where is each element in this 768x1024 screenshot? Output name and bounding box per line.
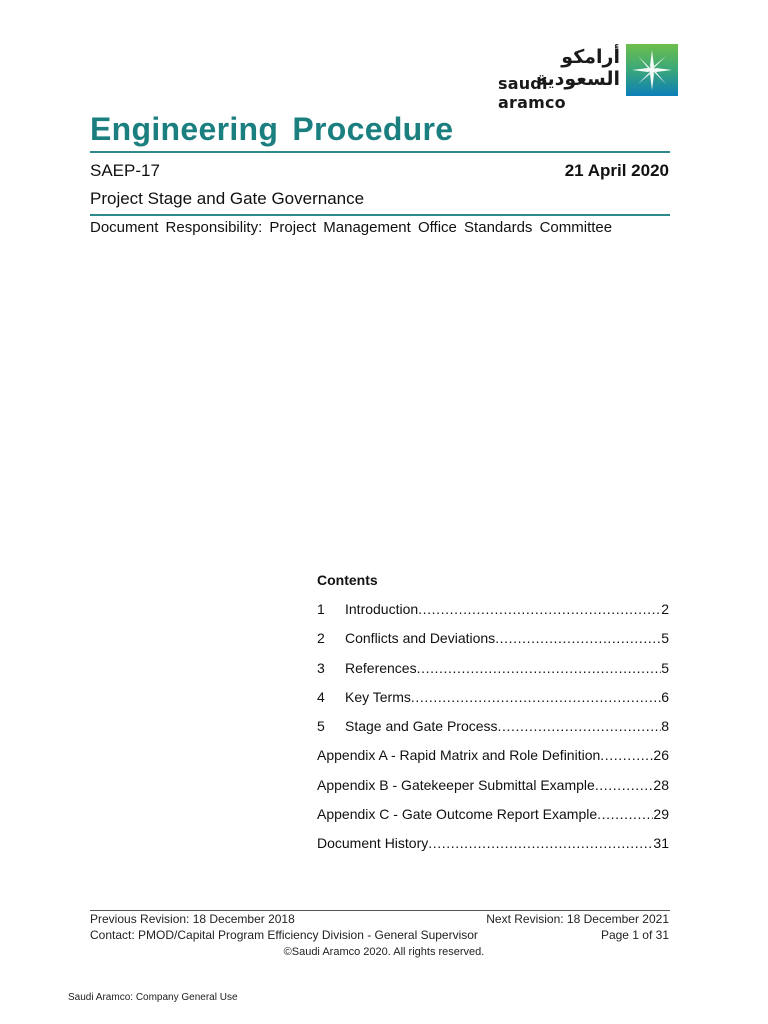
logo-arabic-text: أرامكو السعودية — [535, 46, 620, 90]
toc-entry-page: 31 — [653, 835, 669, 852]
toc-entry[interactable] — [317, 835, 669, 864]
toc-leader-dots — [595, 777, 654, 793]
toc-entry-label: References — [345, 659, 417, 676]
toc-entry-number: 4 — [317, 688, 325, 705]
toc-leader-dots — [495, 630, 661, 646]
document-subject: Project Stage and Gate Governance — [90, 189, 365, 208]
classification-label: Saudi Aramco: Company General Use — [68, 992, 238, 1003]
toc-entry-label: Introduction — [345, 601, 419, 617]
footer-divider — [90, 910, 670, 911]
page-title: Engineering Procedure — [90, 111, 454, 147]
toc-entry-page: 5 — [661, 630, 669, 647]
toc-leader-dots — [597, 806, 653, 822]
toc-leader-dots — [418, 601, 661, 617]
toc-entry-number: 5 — [317, 718, 325, 735]
toc-entry-number: 2 — [317, 630, 325, 647]
toc-entry-label: Document History — [317, 835, 429, 852]
saudi-aramco-logo — [498, 44, 678, 112]
toc-entry[interactable] — [317, 747, 669, 776]
toc-entry-page: 2 — [661, 601, 669, 617]
document-date: 21 April 2020 — [564, 161, 669, 180]
previous-revision: Previous Revision: 18 December 2018 — [90, 912, 295, 926]
title-divider — [90, 151, 670, 153]
subject-divider — [90, 214, 670, 216]
document-responsibility: Document Responsibility: Project Management Office Standards Committee — [90, 219, 613, 236]
toc-leader-dots — [600, 747, 653, 763]
aramco-emblem-icon — [626, 44, 678, 96]
toc-entry-page: 6 — [661, 688, 669, 705]
document-id: SAEP-17 — [90, 161, 160, 180]
contents-heading: Contents — [317, 572, 378, 588]
toc-entry[interactable] — [317, 660, 669, 689]
toc-entry[interactable] — [317, 718, 669, 747]
toc-entry-label: Appendix A - Rapid Matrix and Role Definition — [317, 747, 601, 764]
toc-entry[interactable] — [317, 806, 669, 835]
logo-latin-text: saudi aramco — [498, 74, 566, 112]
page-number: Page 1 of 31 — [600, 928, 669, 942]
toc-entry-label: Appendix C - Gate Outcome Report Example — [317, 806, 598, 823]
toc-entry-page: 5 — [661, 659, 669, 676]
toc-entry-page: 8 — [661, 718, 669, 735]
next-revision: Next Revision: 18 December 2021 — [486, 912, 669, 926]
toc-entry[interactable] — [317, 689, 669, 718]
toc-entry-label: Key Terms — [345, 688, 411, 705]
toc-entry[interactable] — [317, 601, 669, 630]
toc-leader-dots — [417, 660, 662, 676]
toc-entry[interactable] — [317, 630, 669, 659]
toc-entry-number: 1 — [317, 601, 325, 617]
toc-entry-page: 26 — [653, 747, 669, 764]
toc-entry-number: 3 — [317, 659, 325, 676]
toc-leader-dots — [411, 689, 661, 705]
toc-entry[interactable] — [317, 777, 669, 806]
toc-entry-page: 28 — [653, 776, 669, 793]
toc-entry-label: Conflicts and Deviations — [345, 630, 496, 647]
toc-entry-label: Stage and Gate Process — [345, 718, 498, 735]
toc-entry-label: Appendix B - Gatekeeper Submittal Example — [317, 776, 595, 793]
toc-leader-dots — [428, 835, 653, 851]
table-of-contents — [317, 601, 669, 865]
toc-leader-dots — [498, 718, 662, 734]
copyright-notice: ©Saudi Aramco 2020. All rights reserved. — [283, 946, 485, 958]
contact-info: Contact: PMOD/Capital Program Efficiency Division - General Supervisor — [90, 928, 478, 942]
toc-entry-page: 29 — [653, 806, 669, 823]
